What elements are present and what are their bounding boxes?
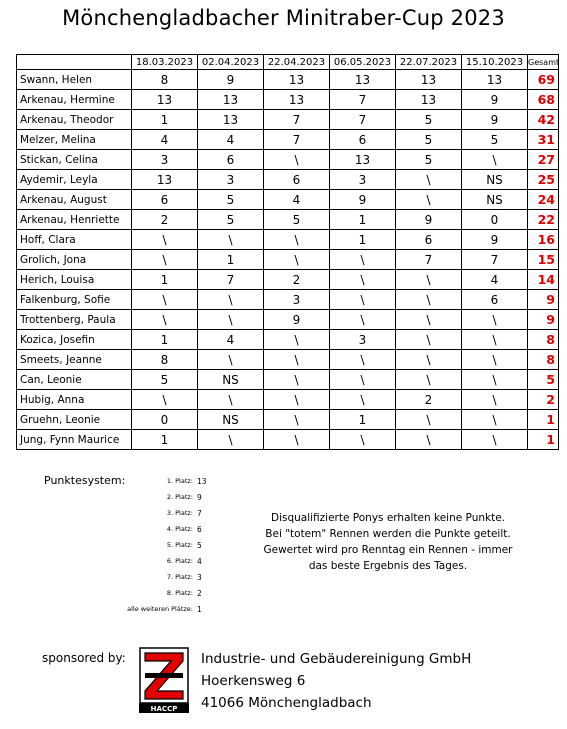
place-points: 5 [197,540,202,550]
place-points: 1 [197,604,202,614]
race-result: \ [264,350,330,370]
participant-name: Gruehn, Leonie [17,410,132,430]
header-race-date: 18.03.2023 [132,55,198,70]
place-label: alle weiteren Plätze: [127,605,193,613]
table-row [17,150,559,170]
participant-name: Falkenburg, Sofie [17,290,132,310]
total-points: 68 [528,90,559,110]
table-row [17,350,559,370]
race-result: \ [330,310,396,330]
race-result: \ [396,350,462,370]
place-label: 7. Platz: [166,573,193,581]
place-points: 4 [197,556,202,566]
race-result: \ [462,430,528,450]
race-result: 13 [264,70,330,90]
race-result: 13 [264,90,330,110]
race-result: 13 [330,70,396,90]
table-row [17,430,559,450]
race-result: \ [462,370,528,390]
race-result: NS [198,410,264,430]
race-result: \ [462,310,528,330]
table-row [17,250,559,270]
participant-name: Trottenberg, Paula [17,310,132,330]
total-points: 2 [528,390,559,410]
race-result: 6 [396,230,462,250]
place-label: 5. Platz: [166,541,193,549]
total-points: 5 [528,370,559,390]
table-row [17,330,559,350]
race-result: \ [462,150,528,170]
race-result: 3 [198,170,264,190]
race-result: 3 [330,330,396,350]
race-result: 4 [264,190,330,210]
rules-note [254,510,522,574]
race-result: 6 [330,130,396,150]
race-result: 13 [330,150,396,170]
total-points: 24 [528,190,559,210]
race-result: 5 [198,190,264,210]
race-result: 8 [132,350,198,370]
total-points: 31 [528,130,559,150]
race-result: 1 [198,250,264,270]
race-result: 13 [198,90,264,110]
place-points: 6 [197,524,202,534]
race-result: \ [330,290,396,310]
race-result: \ [132,310,198,330]
company-line: Hoerkensweg 6 [201,673,306,689]
place-points: 2 [197,588,202,598]
race-result: 2 [132,210,198,230]
race-result: \ [264,330,330,350]
race-result: \ [264,250,330,270]
race-result: 5 [264,210,330,230]
place-label: 2. Platz: [166,493,193,501]
participant-name: Hoff, Clara [17,230,132,250]
participant-name: Can, Leonie [17,370,132,390]
race-result: 5 [396,150,462,170]
race-result: 7 [330,110,396,130]
race-result: \ [198,310,264,330]
race-result: 7 [396,250,462,270]
race-result: 9 [198,70,264,90]
participant-name: Stickan, Celina [17,150,132,170]
race-result: \ [264,370,330,390]
participant-name: Swann, Helen [17,70,132,90]
race-result: 9 [396,210,462,230]
race-result: 1 [132,430,198,450]
total-points: 9 [528,290,559,310]
race-result: 1 [132,270,198,290]
place-points: 7 [197,508,202,518]
race-result: 3 [132,150,198,170]
race-result: \ [462,330,528,350]
total-points: 16 [528,230,559,250]
header-race-date: 02.04.2023 [198,55,264,70]
place-label: 8. Platz: [166,589,193,597]
participant-name: Hubig, Anna [17,390,132,410]
race-result: 4 [198,330,264,350]
total-points: 69 [528,70,559,90]
race-result: 3 [330,170,396,190]
header-race-date: 15.10.2023 [462,55,528,70]
race-result: \ [462,390,528,410]
participant-name: Arkenau, Hermine [17,90,132,110]
race-result: 1 [330,210,396,230]
table-row [17,70,559,90]
participant-name: Arkenau, Theodor [17,110,132,130]
place-points: 9 [197,492,202,502]
race-result: 13 [396,70,462,90]
race-result: \ [396,370,462,390]
participant-name: Melzer, Melina [17,130,132,150]
table-row [17,290,559,310]
race-result: \ [198,390,264,410]
total-points: 1 [528,410,559,430]
participant-name: Arkenau, Henriette [17,210,132,230]
table-row [17,110,559,130]
race-result: 1 [132,330,198,350]
race-result: 6 [462,290,528,310]
race-result: \ [132,230,198,250]
race-result: \ [264,230,330,250]
race-result: 13 [132,90,198,110]
points-system-row [100,521,220,537]
company-line: 41066 Mönchengladbach [201,695,372,711]
participant-name: Arkenau, August [17,190,132,210]
race-result: \ [264,150,330,170]
participant-name: Grolich, Jona [17,250,132,270]
race-result: \ [396,430,462,450]
race-result: \ [396,270,462,290]
race-result: \ [264,430,330,450]
place-label: 1. Platz: [166,477,193,485]
note-line: Gewertet wird pro Renntag ein Rennen - immer [263,544,513,556]
race-result: 8 [132,70,198,90]
race-result: 5 [396,110,462,130]
table-row [17,310,559,330]
total-points: 8 [528,350,559,370]
participant-name: Kozica, Josefin [17,330,132,350]
race-result: 5 [198,210,264,230]
note-line: Bei "totem" Rennen werden die Punkte geteilt. [265,528,511,540]
race-result: 9 [462,110,528,130]
table-row [17,130,559,150]
place-label: 4. Platz: [166,525,193,533]
race-result: 7 [264,130,330,150]
total-points: 9 [528,310,559,330]
race-result: \ [396,410,462,430]
race-result: 5 [132,370,198,390]
race-result: 13 [396,90,462,110]
race-result: \ [330,370,396,390]
race-result: 6 [264,170,330,190]
table-row [17,170,559,190]
points-system-row [100,505,220,521]
points-system-list [100,473,220,617]
race-result: 4 [198,130,264,150]
race-result: \ [330,390,396,410]
race-result: \ [462,350,528,370]
participant-name: Smeets, Jeanne [17,350,132,370]
race-result: \ [330,270,396,290]
race-result: \ [132,290,198,310]
sponsored-by-label: sponsored by: [42,651,126,665]
table-row [17,370,559,390]
race-result: 5 [462,130,528,150]
race-result: 9 [330,190,396,210]
race-result: 2 [264,270,330,290]
race-result: 0 [462,210,528,230]
total-points: 42 [528,110,559,130]
race-result: \ [330,350,396,370]
punktesystem-label: Punktesystem: [44,474,126,487]
race-result: NS [462,170,528,190]
place-label: 6. Platz: [166,557,193,565]
race-result: 7 [462,250,528,270]
header-race-date: 22.07.2023 [396,55,462,70]
race-result: 13 [198,110,264,130]
race-result: \ [198,350,264,370]
race-result: 9 [264,310,330,330]
table-row [17,270,559,290]
place-points: 3 [197,572,202,582]
total-points: 25 [528,170,559,190]
race-result: \ [198,290,264,310]
header-total: Gesamt [528,55,559,70]
total-points: 14 [528,270,559,290]
race-result: \ [264,410,330,430]
points-system-row [100,537,220,553]
page-title: Mönchengladbacher Minitraber-Cup 2023 [62,6,505,30]
race-result: NS [198,370,264,390]
race-result: \ [396,290,462,310]
note-line: Disqualifizierte Ponys erhalten keine Punkte. [270,512,505,524]
race-result: \ [396,170,462,190]
points-system-row [100,489,220,505]
race-result: 2 [396,390,462,410]
points-system-row [100,601,220,617]
race-result: 3 [264,290,330,310]
race-result: \ [198,430,264,450]
race-result: 13 [462,70,528,90]
race-result: 9 [462,230,528,250]
race-result: 13 [132,170,198,190]
header-race-date: 06.05.2023 [330,55,396,70]
race-result: 6 [132,190,198,210]
race-result: 9 [462,90,528,110]
race-result: 1 [330,410,396,430]
sponsor-logo [139,647,189,713]
header-race-date: 22.04.2023 [264,55,330,70]
race-result: \ [132,250,198,270]
total-points: 8 [528,330,559,350]
points-system-row [100,585,220,601]
race-result: 5 [396,130,462,150]
total-points: 15 [528,250,559,270]
total-points: 22 [528,210,559,230]
points-system-row [100,473,220,489]
table-row [17,190,559,210]
total-points: 1 [528,430,559,450]
race-result: \ [264,390,330,410]
race-result: \ [396,190,462,210]
race-result: 7 [264,110,330,130]
table-row [17,230,559,250]
race-result: \ [132,390,198,410]
race-result: \ [396,330,462,350]
header-name-column [17,55,132,70]
points-system-row [100,569,220,585]
race-result: \ [330,250,396,270]
participant-name: Aydemir, Leyla [17,170,132,190]
race-result: 1 [330,230,396,250]
race-result: 1 [132,110,198,130]
race-result: 0 [132,410,198,430]
participant-name: Jung, Fynn Maurice [17,430,132,450]
points-system-row [100,553,220,569]
company-line: Industrie- und Gebäudereinigung GmbH [201,651,472,667]
total-points: 27 [528,150,559,170]
race-result: \ [462,410,528,430]
race-result: 7 [330,90,396,110]
place-points: 13 [197,476,207,486]
table-header-row [17,55,559,70]
race-result: \ [330,430,396,450]
race-result: \ [396,310,462,330]
table-row [17,90,559,110]
race-result: 7 [198,270,264,290]
place-label: 3. Platz: [166,509,193,517]
race-result: NS [462,190,528,210]
sponsor-company-address [201,648,471,714]
race-result: \ [198,230,264,250]
participant-name: Herich, Louisa [17,270,132,290]
table-row [17,210,559,230]
race-result: 6 [198,150,264,170]
note-line: das beste Ergebnis des Tages. [308,560,468,572]
race-result: 4 [462,270,528,290]
svg-text:HACCP: HACCP [150,705,178,713]
results-table [16,54,559,450]
table-row [17,390,559,410]
race-result: 4 [132,130,198,150]
table-row [17,410,559,430]
